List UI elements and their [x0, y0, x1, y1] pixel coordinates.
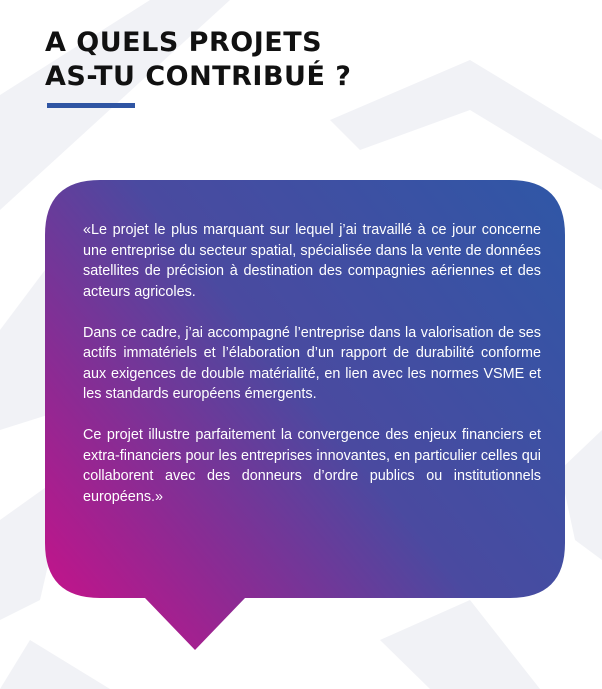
- quote-paragraph-3: Ce projet illustre parfaitement la convergence des enjeux financiers et extra-financiers pour les entreprises innovantes, en particulier celles qui collaborent avec des donneurs d’ordre publics ou institutionnels européens.»: [83, 427, 541, 505]
- title-line-2: AS-TU CONTRIBUÉ ?: [45, 61, 352, 92]
- quote-paragraph-2: Dans ce cadre, j’ai accompagné l’entreprise dans la valorisation de ses actifs immatériels et l’élaboration d’un rapport de durabilité conforme aux exigences de double matérialité, en lien avec les normes VSME et les standards européens émergents.: [83, 324, 541, 402]
- testimonial-quote: [83, 220, 541, 528]
- quote-paragraph-1: «Le projet le plus marquant sur lequel j’ai travaillé à ce jour concerne une entreprise du secteur spatial, spécialisée dans la vente de données satellites de précision à destination des compagnies aériennes et des acteurs agricoles.: [83, 222, 541, 300]
- title-line-1: A QUELS PROJETS: [45, 27, 323, 58]
